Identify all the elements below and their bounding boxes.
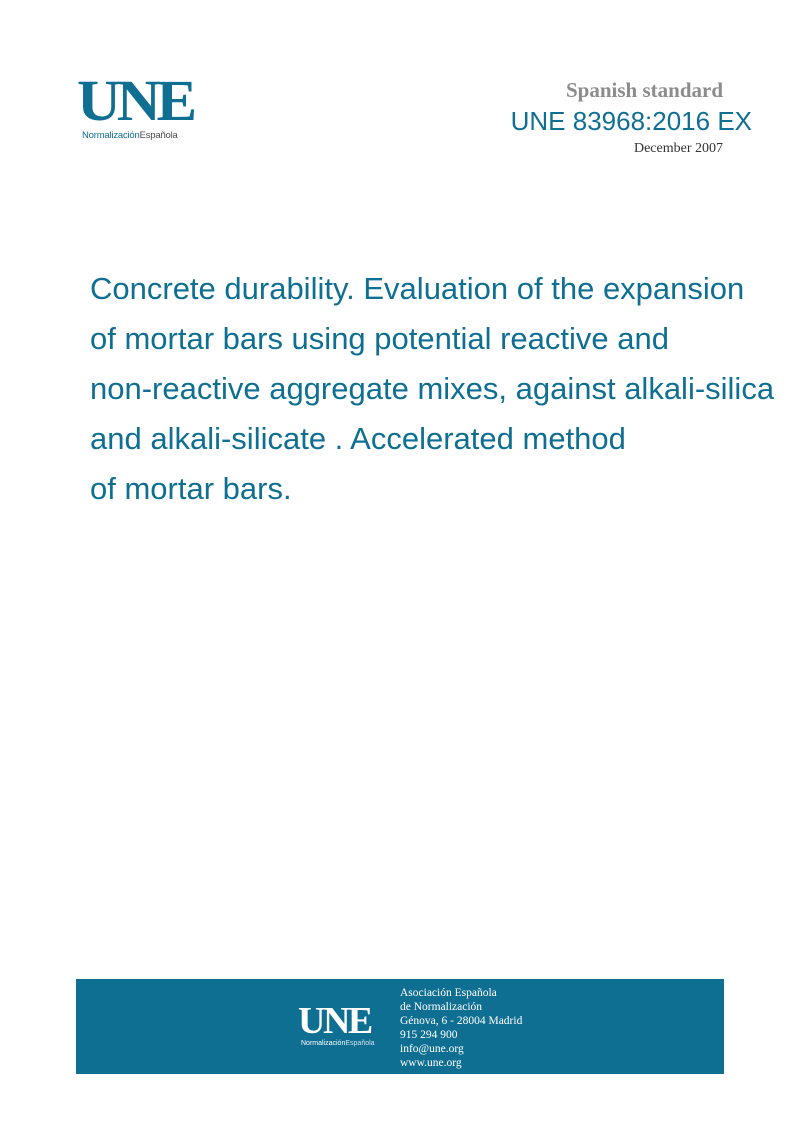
title-line-4: and alkali-silicate . Accelerated method: [90, 421, 626, 456]
une-logo: [77, 68, 202, 144]
footer-banner: [76, 979, 724, 1074]
footer-logo-subtitle: [301, 1040, 375, 1048]
logo-subtitle: [82, 130, 178, 141]
footer-phone: 915 294 900: [400, 1029, 458, 1041]
footer-email: info@une.org: [400, 1043, 464, 1055]
footer-website: www.une.org: [400, 1057, 462, 1069]
standard-code: UNE 83968:2016 EX: [510, 106, 752, 136]
logo-subtitle-espanola: Española: [139, 130, 178, 141]
standard-date: December 2007: [633, 141, 723, 156]
footer-logo-subtitle-normalizacion: Normalización: [301, 1040, 346, 1047]
footer-org-name-line-2: de Normalización: [400, 1001, 483, 1013]
logo-wordmark: UNE: [77, 68, 193, 133]
title-line-5: of mortar bars.: [90, 471, 292, 506]
title-line-1: Concrete durability. Evaluation of the expansion: [90, 271, 745, 306]
logo-subtitle-normalizacion: Normalización: [82, 130, 140, 141]
title-line-2: of mortar bars using potential reactive and: [90, 321, 669, 356]
title-line-3: non-reactive aggregate mixes, against alkali-silica: [90, 371, 775, 406]
footer-address: Génova, 6 - 28004 Madrid: [400, 1015, 523, 1027]
footer-org-name-line-1: Asociación Española: [400, 987, 497, 999]
standard-type-label: Spanish standard: [566, 78, 723, 102]
document-title: [90, 264, 800, 514]
footer-logo-subtitle-espanola: Española: [345, 1040, 375, 1047]
footer-contact-block: [400, 986, 522, 1070]
footer-logo-wordmark: UNE: [298, 1000, 371, 1042]
footer-une-logo: [298, 1002, 388, 1052]
